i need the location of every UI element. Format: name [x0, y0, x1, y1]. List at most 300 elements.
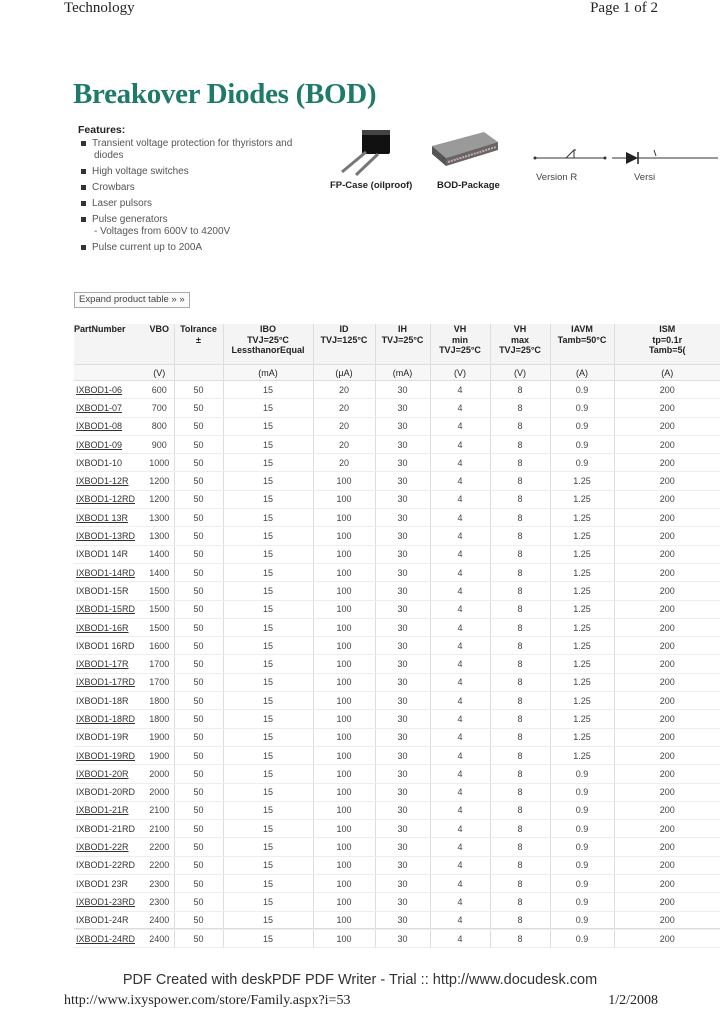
table-cell: 2300	[145, 893, 174, 911]
table-cell: 4	[430, 746, 490, 764]
table-cell: 30	[375, 509, 430, 527]
column-header-line: VH	[513, 324, 527, 334]
expand-product-table-button[interactable]: Expand product table » »	[74, 292, 190, 308]
table-cell: 200	[614, 820, 720, 838]
table-cell: 1.25	[550, 472, 614, 490]
table-cell: 4	[430, 765, 490, 783]
table-cell: 200	[614, 490, 720, 508]
table-cell: 100	[313, 765, 375, 783]
table-cell: 8	[490, 673, 550, 691]
table-cell: 15	[223, 765, 313, 783]
part-number-link[interactable]: IXBOD1-20R	[74, 765, 145, 783]
table-cell: 30	[375, 600, 430, 618]
pdf-trial-footer: PDF Created with deskPDF PDF Writer - Trial :: http://www.docudesk.com	[122, 972, 598, 988]
table-units-row	[74, 365, 720, 381]
table-cell: 4	[430, 728, 490, 746]
table-row	[74, 509, 720, 527]
table-cell: 100	[313, 911, 375, 929]
column-header	[614, 324, 720, 365]
table-cell: 100	[313, 509, 375, 527]
table-cell: 200	[614, 509, 720, 527]
table-cell: 50	[174, 399, 223, 417]
table-cell: 1.25	[550, 673, 614, 691]
table-cell: 2300	[145, 875, 174, 893]
table-cell: 50	[174, 765, 223, 783]
table-row	[74, 875, 720, 893]
table-cell: 2400	[145, 911, 174, 929]
table-cell: 8	[490, 728, 550, 746]
table-cell: 50	[174, 783, 223, 801]
feature-text: Pulse current up to 200A	[92, 242, 203, 253]
table-cell: 15	[223, 618, 313, 636]
table-cell: 8	[490, 563, 550, 581]
column-header-line: ISM	[659, 324, 676, 334]
table-cell: 15	[223, 637, 313, 655]
table-cell: 8	[490, 838, 550, 856]
table-cell: 4	[430, 820, 490, 838]
table-cell: 200	[614, 472, 720, 490]
table-cell: 0.9	[550, 783, 614, 801]
table-row	[74, 929, 720, 947]
table-row	[74, 692, 720, 710]
feature-item	[78, 198, 328, 210]
table-cell: 200	[614, 710, 720, 728]
table-cell: 0.9	[550, 381, 614, 399]
part-number-link[interactable]: IXBOD1-12R	[74, 472, 145, 490]
table-cell: 30	[375, 893, 430, 911]
table-cell: 20	[313, 381, 375, 399]
part-number-link[interactable]: IXBOD1-12RD	[74, 490, 145, 508]
table-cell: 15	[223, 801, 313, 819]
table-cell: 4	[430, 381, 490, 399]
table-cell: 50	[174, 435, 223, 453]
table-cell: 100	[313, 801, 375, 819]
column-header-line: TVJ=125°C	[320, 334, 368, 345]
table-cell: 30	[375, 435, 430, 453]
table-cell: 200	[614, 582, 720, 600]
part-number-link[interactable]: IXBOD1 14R	[74, 545, 145, 563]
part-number-link[interactable]: IXBOD1-22R	[74, 838, 145, 856]
table-cell: 1.25	[550, 637, 614, 655]
table-cell: 30	[375, 545, 430, 563]
table-cell: 8	[490, 783, 550, 801]
table-cell: 100	[313, 618, 375, 636]
part-number-link[interactable]: IXBOD1 13R	[74, 509, 145, 527]
feature-subtext: diodes	[94, 150, 124, 161]
part-number-link[interactable]: IXBOD1-08	[74, 417, 145, 435]
table-cell: 30	[375, 381, 430, 399]
table-cell: 100	[313, 490, 375, 508]
table-cell: 1300	[145, 509, 174, 527]
table-cell: 50	[174, 545, 223, 563]
bod-package-image	[428, 128, 500, 168]
table-cell: 4	[430, 454, 490, 472]
table-cell: 100	[313, 875, 375, 893]
table-cell: 50	[174, 893, 223, 911]
table-cell: 8	[490, 637, 550, 655]
table-cell: 1.25	[550, 545, 614, 563]
part-number-link[interactable]: IXBOD1 23R	[74, 875, 145, 893]
part-number-link[interactable]: IXBOD1-16R	[74, 618, 145, 636]
table-cell: 900	[145, 435, 174, 453]
table-cell: 20	[313, 454, 375, 472]
part-number-link[interactable]: IXBOD1-07	[74, 399, 145, 417]
column-header-line: IAVM	[571, 324, 593, 334]
table-cell: 8	[490, 582, 550, 600]
part-number-link[interactable]: IXBOD1 16RD	[74, 637, 145, 655]
table-cell: 15	[223, 692, 313, 710]
features-heading: Features:	[78, 124, 126, 136]
table-cell: 8	[490, 710, 550, 728]
table-cell: 1800	[145, 692, 174, 710]
feature-text: Transient voltage protection for thyristors and	[92, 138, 293, 149]
fp-case-image	[336, 124, 396, 176]
table-cell: 4	[430, 710, 490, 728]
part-number-link[interactable]: IXBOD1-18R	[74, 692, 145, 710]
table-cell: 600	[145, 381, 174, 399]
table-cell: 4	[430, 801, 490, 819]
column-header	[375, 324, 430, 365]
table-cell: 4	[430, 527, 490, 545]
column-header-line: ±	[196, 334, 201, 345]
table-cell: 30	[375, 527, 430, 545]
column-header-line: IBO	[259, 324, 276, 334]
table-cell: 50	[174, 838, 223, 856]
table-cell: 4	[430, 545, 490, 563]
table-cell: 100	[313, 563, 375, 581]
table-cell: 1500	[145, 600, 174, 618]
feature-text: Crowbars	[92, 182, 135, 193]
column-header-line: IH	[398, 324, 407, 334]
part-number-link[interactable]: IXBOD1-17R	[74, 655, 145, 673]
table-cell: 1900	[145, 746, 174, 764]
fp-case-label: FP-Case (oilproof)	[330, 180, 413, 191]
table-cell: 15	[223, 655, 313, 673]
part-number-link[interactable]: IXBOD1-10	[74, 454, 145, 472]
table-cell: 8	[490, 856, 550, 874]
table-row	[74, 765, 720, 783]
table-row	[74, 381, 720, 399]
version-rd-symbol	[610, 146, 720, 170]
part-number-link[interactable]: IXBOD1-14RD	[74, 563, 145, 581]
feature-text: Laser pulsors	[92, 198, 153, 209]
part-number-link[interactable]: IXBOD1-13RD	[74, 527, 145, 545]
table-cell: 8	[490, 618, 550, 636]
table-cell: 8	[490, 490, 550, 508]
table-cell: 100	[313, 673, 375, 691]
table-row	[74, 582, 720, 600]
column-header-line: PartNumber	[74, 324, 126, 334]
table-cell: 30	[375, 838, 430, 856]
feature-text: High voltage switches	[92, 166, 189, 177]
table-cell: 20	[313, 435, 375, 453]
table-cell: 200	[614, 875, 720, 893]
table-cell: 50	[174, 801, 223, 819]
table-cell: 8	[490, 399, 550, 417]
table-row	[74, 490, 720, 508]
column-header	[430, 324, 490, 365]
table-cell: 8	[490, 417, 550, 435]
table-cell: 4	[430, 399, 490, 417]
table-cell: 100	[313, 692, 375, 710]
table-cell: 15	[223, 783, 313, 801]
table-cell: 30	[375, 637, 430, 655]
table-cell: 15	[223, 399, 313, 417]
table-cell: 15	[223, 673, 313, 691]
table-cell: 30	[375, 563, 430, 581]
table-header-row	[74, 324, 720, 365]
table-cell: 30	[375, 765, 430, 783]
table-cell: 1.25	[550, 710, 614, 728]
table-cell: 20	[313, 417, 375, 435]
table-cell: 200	[614, 618, 720, 636]
table-cell: 1200	[145, 490, 174, 508]
table-cell: 4	[430, 911, 490, 929]
part-number-link[interactable]: IXBOD1-09	[74, 435, 145, 453]
table-cell: 2200	[145, 838, 174, 856]
page-header	[0, 0, 720, 20]
table-cell: 50	[174, 454, 223, 472]
table-cell: 30	[375, 472, 430, 490]
table-cell: 8	[490, 893, 550, 911]
table-cell: 15	[223, 929, 313, 947]
table-cell: 50	[174, 472, 223, 490]
table-cell: 100	[313, 637, 375, 655]
table-cell: 100	[313, 893, 375, 911]
column-header-line: tp=0.1r	[652, 334, 683, 345]
table-cell: 15	[223, 911, 313, 929]
table-cell: 1.25	[550, 728, 614, 746]
column-header-line: TVJ=25°C	[381, 334, 424, 345]
part-number-link[interactable]: IXBOD1-18RD	[74, 710, 145, 728]
table-cell: 30	[375, 820, 430, 838]
table-cell: 50	[174, 600, 223, 618]
table-cell: 200	[614, 381, 720, 399]
table-cell: 0.9	[550, 893, 614, 911]
version-rd-label: Versi	[634, 172, 656, 183]
table-cell: 15	[223, 875, 313, 893]
table-cell: 50	[174, 381, 223, 399]
unit-cell: (A)	[550, 365, 614, 381]
part-number-link[interactable]: IXBOD1-21R	[74, 801, 145, 819]
part-number-link[interactable]: IXBOD1-24R	[74, 911, 145, 929]
table-cell: 50	[174, 655, 223, 673]
bod-package-label: BOD-Package	[437, 180, 500, 191]
table-cell: 2100	[145, 820, 174, 838]
table-cell: 15	[223, 472, 313, 490]
unit-cell: (mA)	[223, 365, 313, 381]
table-cell: 4	[430, 875, 490, 893]
product-table	[74, 324, 720, 948]
part-number-link[interactable]: IXBOD1-17RD	[74, 673, 145, 691]
table-cell: 200	[614, 893, 720, 911]
unit-cell: (µA)	[313, 365, 375, 381]
table-cell: 50	[174, 673, 223, 691]
table-cell: 30	[375, 582, 430, 600]
table-cell: 8	[490, 545, 550, 563]
table-cell: 50	[174, 820, 223, 838]
table-cell: 8	[490, 381, 550, 399]
table-cell: 1200	[145, 472, 174, 490]
part-number-link[interactable]: IXBOD1-22RD	[74, 856, 145, 874]
table-cell: 1500	[145, 618, 174, 636]
column-header-line: Tolrance	[180, 324, 217, 334]
table-cell: 50	[174, 875, 223, 893]
table-cell: 4	[430, 509, 490, 527]
table-cell: 50	[174, 490, 223, 508]
unit-cell	[174, 365, 223, 381]
table-row	[74, 746, 720, 764]
table-cell: 200	[614, 856, 720, 874]
column-header-line: LessthanorEqual	[231, 345, 305, 355]
table-cell: 15	[223, 728, 313, 746]
table-row	[74, 527, 720, 545]
table-row	[74, 618, 720, 636]
table-cell: 30	[375, 692, 430, 710]
feature-item	[78, 166, 328, 178]
column-header	[174, 324, 223, 365]
table-cell: 200	[614, 838, 720, 856]
table-cell: 2100	[145, 801, 174, 819]
table-cell: 8	[490, 911, 550, 929]
table-cell: 200	[614, 911, 720, 929]
table-row	[74, 637, 720, 655]
table-row	[74, 435, 720, 453]
table-cell: 50	[174, 911, 223, 929]
table-cell: 100	[313, 600, 375, 618]
table-cell: 200	[614, 600, 720, 618]
table-cell: 15	[223, 509, 313, 527]
column-header-line: Tamb=5(	[648, 345, 686, 355]
table-cell: 2400	[145, 929, 174, 947]
table-cell: 200	[614, 417, 720, 435]
part-number-link[interactable]: IXBOD1-23RD	[74, 893, 145, 911]
table-cell: 0.9	[550, 399, 614, 417]
table-cell: 100	[313, 582, 375, 600]
table-cell: 0.9	[550, 454, 614, 472]
table-cell: 1.25	[550, 692, 614, 710]
part-number-link[interactable]: IXBOD1-19RD	[74, 746, 145, 764]
column-header-line: VBO	[149, 324, 169, 334]
table-cell: 50	[174, 527, 223, 545]
table-cell: 1400	[145, 563, 174, 581]
table-cell: 200	[614, 435, 720, 453]
table-cell: 1.25	[550, 746, 614, 764]
table-row	[74, 728, 720, 746]
table-cell: 30	[375, 618, 430, 636]
column-header-line: min	[451, 334, 468, 345]
table-cell: 4	[430, 417, 490, 435]
table-cell: 100	[313, 820, 375, 838]
table-cell: 4	[430, 673, 490, 691]
table-cell: 15	[223, 435, 313, 453]
part-number-link[interactable]: IXBOD1-15R	[74, 582, 145, 600]
table-cell: 30	[375, 783, 430, 801]
part-number-link[interactable]: IXBOD1-15RD	[74, 600, 145, 618]
part-number-link[interactable]: IXBOD1-20RD	[74, 783, 145, 801]
table-cell: 4	[430, 838, 490, 856]
table-cell: 4	[430, 600, 490, 618]
table-cell: 4	[430, 655, 490, 673]
table-cell: 30	[375, 728, 430, 746]
column-header-line: TVJ=25°C	[247, 334, 289, 345]
unit-cell: (A)	[614, 365, 720, 381]
table-cell: 30	[375, 454, 430, 472]
table-cell: 200	[614, 692, 720, 710]
column-header-line: Tamb=50°C	[557, 334, 607, 345]
column-header	[145, 324, 174, 365]
table-cell: 15	[223, 856, 313, 874]
feature-item	[78, 214, 328, 238]
table-cell: 8	[490, 929, 550, 947]
table-cell: 15	[223, 893, 313, 911]
table-row	[74, 454, 720, 472]
unit-cell: (V)	[490, 365, 550, 381]
unit-cell: (mA)	[375, 365, 430, 381]
table-cell: 1600	[145, 637, 174, 655]
table-cell: 0.9	[550, 435, 614, 453]
table-cell: 1700	[145, 655, 174, 673]
table-cell: 2000	[145, 765, 174, 783]
table-cell: 200	[614, 454, 720, 472]
part-number-link[interactable]: IXBOD1-21RD	[74, 820, 145, 838]
table-cell: 50	[174, 637, 223, 655]
table-cell: 15	[223, 563, 313, 581]
table-cell: 50	[174, 618, 223, 636]
table-cell: 1.25	[550, 618, 614, 636]
table-row	[74, 417, 720, 435]
table-cell: 8	[490, 655, 550, 673]
version-r-symbol	[532, 146, 608, 170]
table-cell: 0.9	[550, 801, 614, 819]
table-cell: 4	[430, 582, 490, 600]
table-cell: 1.25	[550, 490, 614, 508]
table-cell: 2200	[145, 856, 174, 874]
table-cell: 700	[145, 399, 174, 417]
column-header	[313, 324, 375, 365]
part-number-link[interactable]: IXBOD1-06	[74, 381, 145, 399]
table-row	[74, 801, 720, 819]
feature-subtext: - Voltages from 600V to 4200V	[94, 226, 231, 237]
table-cell: 1400	[145, 545, 174, 563]
table-cell: 1.25	[550, 582, 614, 600]
column-header-line: max	[510, 334, 529, 345]
table-row	[74, 655, 720, 673]
table-cell: 200	[614, 545, 720, 563]
table-cell: 30	[375, 746, 430, 764]
unit-cell: (V)	[145, 365, 174, 381]
table-row	[74, 820, 720, 838]
table-cell: 15	[223, 417, 313, 435]
table-cell: 30	[375, 856, 430, 874]
table-cell: 15	[223, 582, 313, 600]
table-cell: 100	[313, 545, 375, 563]
part-number-link[interactable]: IXBOD1-24RD	[74, 929, 145, 947]
table-cell: 8	[490, 875, 550, 893]
footer-date: 1/2/2008	[608, 993, 658, 1008]
table-cell: 4	[430, 893, 490, 911]
table-cell: 200	[614, 783, 720, 801]
table-cell: 15	[223, 545, 313, 563]
feature-text: Pulse generators	[92, 214, 168, 225]
table-cell: 15	[223, 600, 313, 618]
table-cell: 0.9	[550, 838, 614, 856]
part-number-link[interactable]: IXBOD1-19R	[74, 728, 145, 746]
table-cell: 30	[375, 710, 430, 728]
table-bottom-rule	[74, 928, 720, 929]
table-cell: 0.9	[550, 875, 614, 893]
table-cell: 100	[313, 838, 375, 856]
